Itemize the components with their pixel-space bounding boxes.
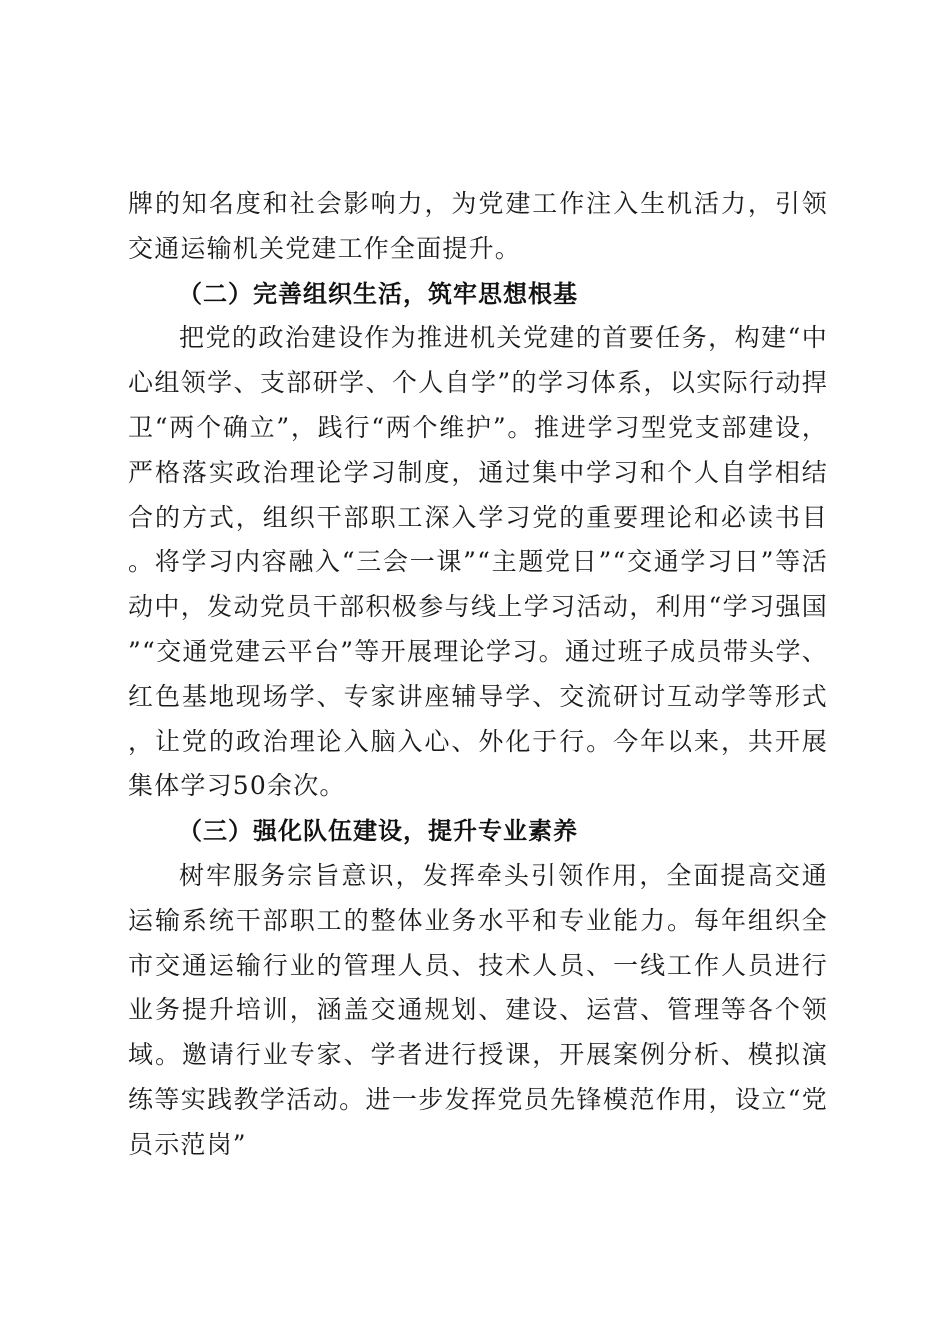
section-heading-2: （二）完善组织生活，筑牢思想根基: [178, 279, 578, 308]
paragraph-intro: 牌的知名度和社会影响力，为党建工作注入生机活力，引领交通运输机关党建工作全面提升。: [128, 189, 828, 263]
document-body: [128, 182, 828, 1168]
section-heading-3: （三）强化队伍建设，提升专业素养: [178, 817, 578, 846]
paragraph-section-3: 树牢服务宗旨意识，发挥牵头引领作用，全面提高交通运输系统干部职工的整体业务水平和专业能力。每年组织全市交通运输行业的管理人员、技术人员、一线工作人员进行业务提升培训，涵盖交通规划、建设、运营、管理等各个领域。邀请行业专家、学者进行授课，开展案例分析、模拟演练等实践教学活动。进一步发挥党员先锋模范作用，设立“党员示范岗”: [128, 860, 828, 1159]
paragraph-section-2: 把党的政治建设作为推进机关党建的首要任务，构建“中心组领学、支部研学、个人自学”的学习体系，以实际行动捍卫“两个确立”，践行“两个维护”。推进学习型党支部建设，严格落实政治理论学习制度，通过集中学习和个人自学相结合的方式，组织干部职工深入学习党的重要理论和必读书目。将学习内容融入“三会一课”“主题党日”“交通学习日”等活动中，发动党员干部积极参与线上学习活动，利用“学习强国”“交通党建云平台”等开展理论学习。通过班子成员带头学、红色基地现场学、专家讲座辅导学、交流研讨互动学等形式，让党的政治理论入脑入心、外化于行。今年以来，共开展集体学习50余次。: [128, 323, 828, 801]
